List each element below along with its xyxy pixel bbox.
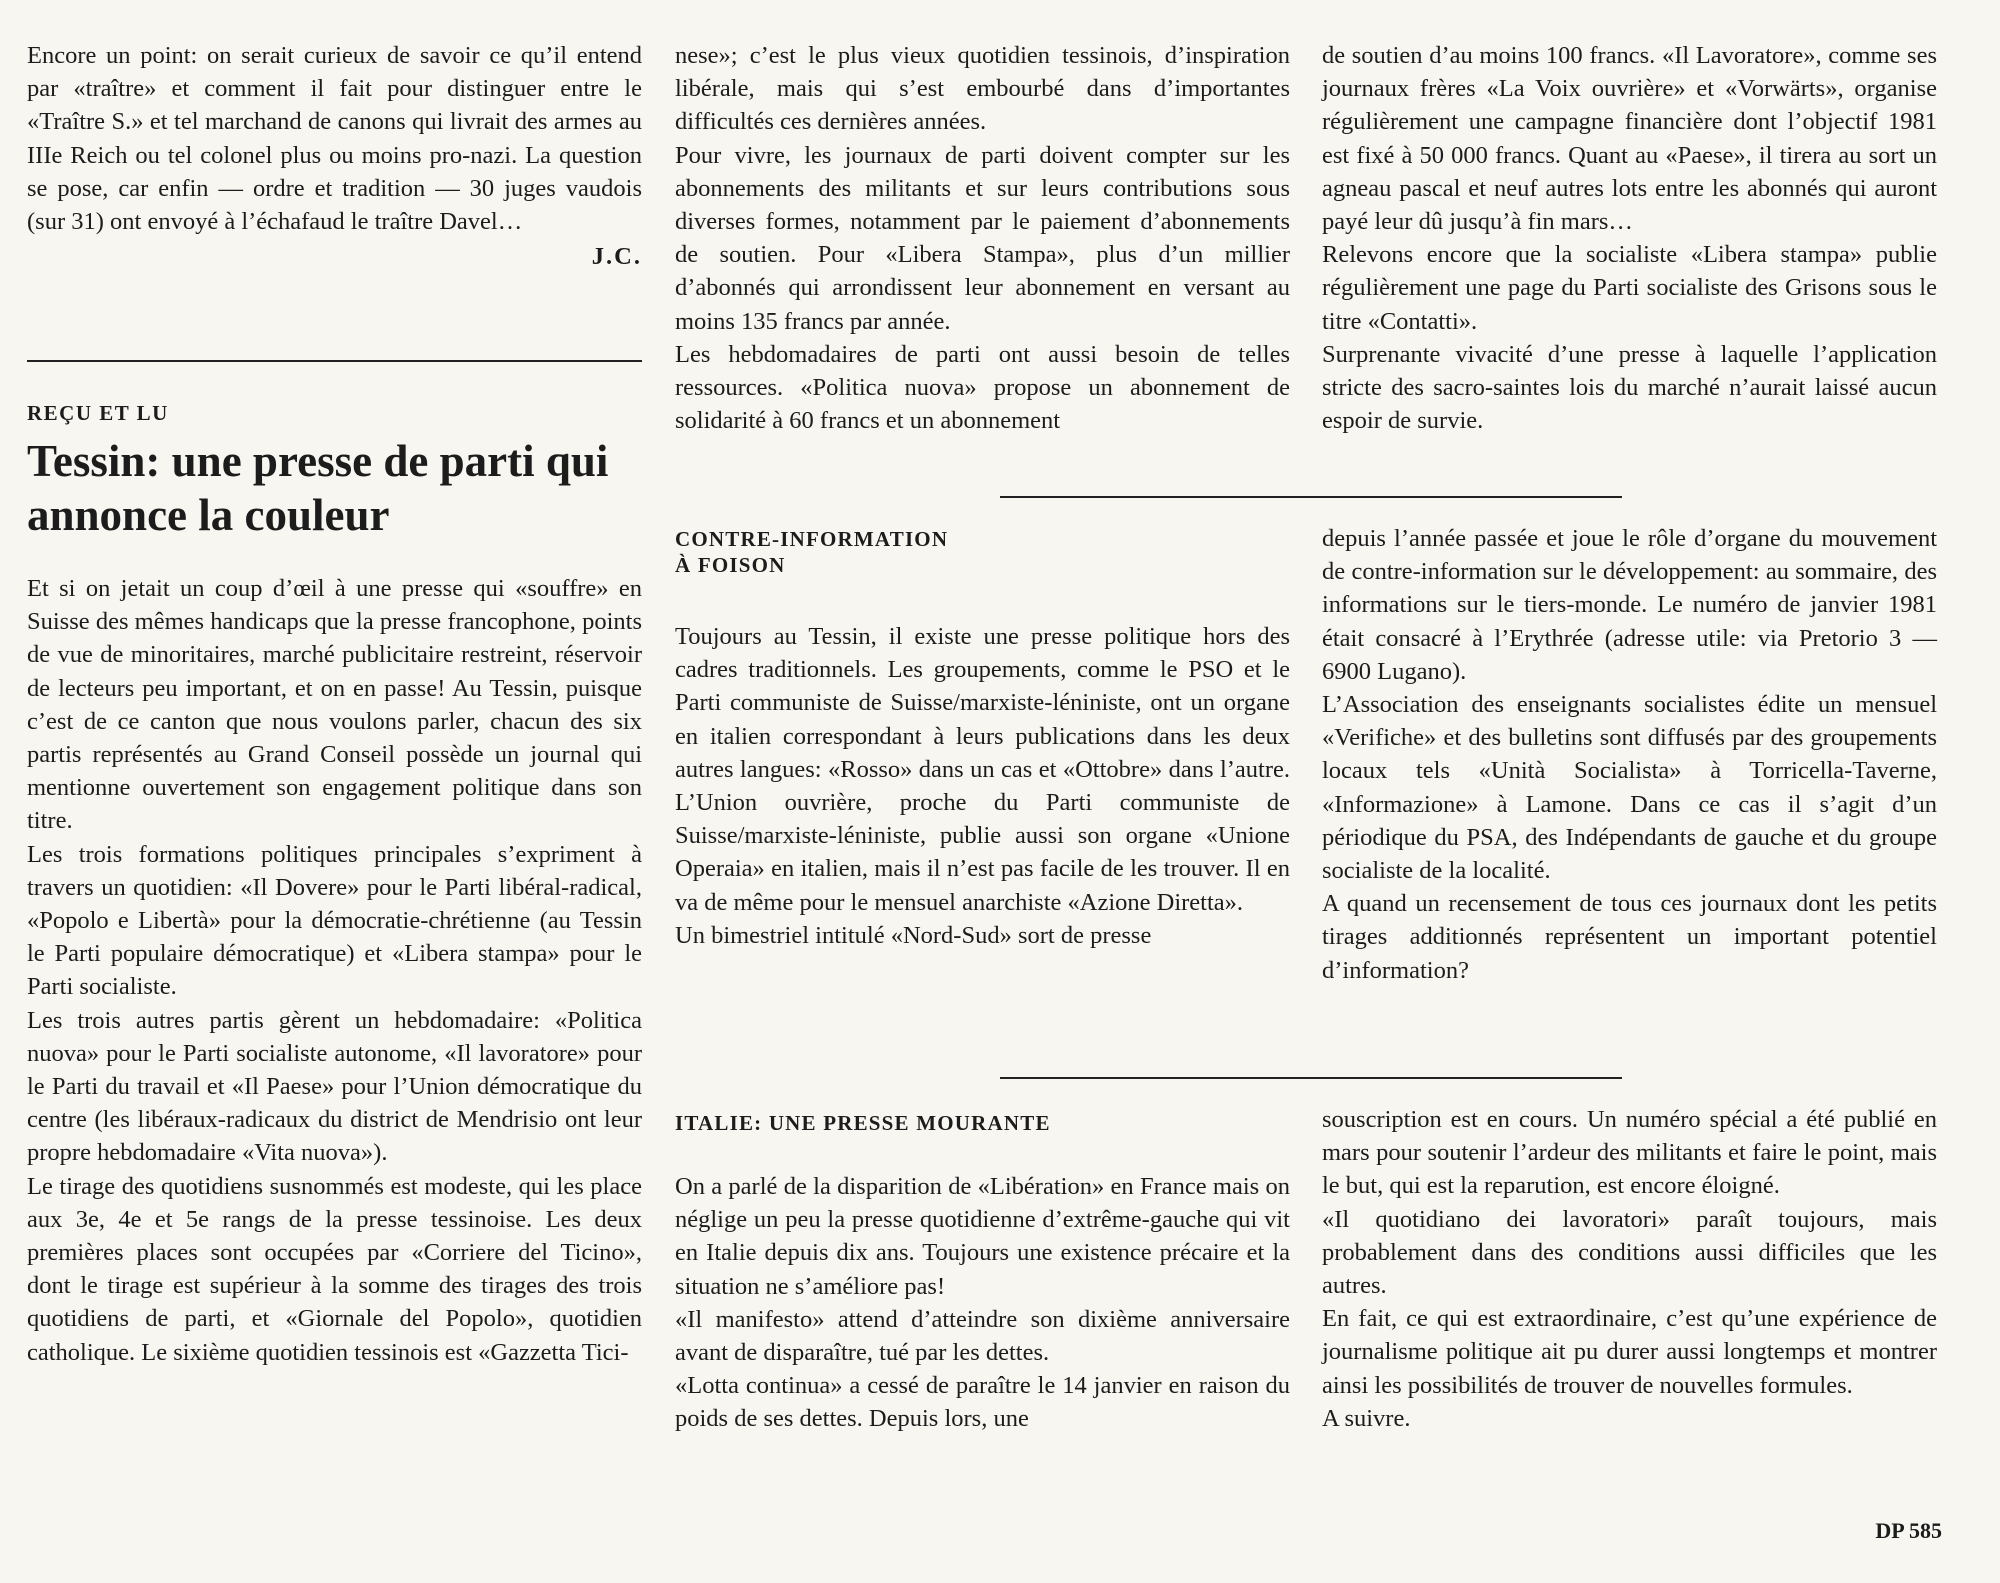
section-divider <box>27 360 642 362</box>
section-divider <box>1000 496 1622 498</box>
italie-paragraph: En fait, ce qui est extraordinaire, c’est qu’une expérience de journalisme politique ait pu durer aussi longtemps et montrer ainsi les possibilités de trouver de nouvelles formules. <box>1322 1305 1937 1399</box>
italie-paragraph: On a parlé de la disparition de «Libération» en France mais on néglige un peu la presse quotidienne d’extrême-gauche qui vit en Italie depuis dix ans. Toujours une existence précaire et la situation ne s’améliore pas! <box>675 1173 1290 1300</box>
contre-column-3 <box>1322 522 1937 987</box>
article-paragraph: Et si on jetait un coup d’œil à une presse qui «souffre» en Suisse des mêmes handicaps que la presse francophone, points de vue de minoritaires, marché publicitaire restreint, réservoir de lecteurs peu important, et on en passe! Au Tessin, puisque c’est de ce canton que nous voulons parler, chacun des six partis représentés au Grand Conseil possède un journal qui mentionne ouvertement son engagement politique dans son titre. <box>27 575 642 835</box>
article-title: Tessin: une presse de parti qui annonce la couleur <box>27 436 609 540</box>
contre-column-2 <box>675 620 1290 952</box>
article-paragraph: Les trois autres partis gèrent un hebdomadaire: «Politica nuova» pour le Parti socialiste autonome, «Il lavoratore» pour le Parti du travail et «Il Paese» pour l’Union démocratique du centre (les libéraux-radicaux du district de Mendrisio ont leur propre hebdomadaire «Vita nuova»). <box>27 1006 642 1167</box>
article-paragraph: Le tirage des quotidiens susnommés est modeste, qui les place aux 3e, 4e et 5e rangs de la presse tessinoise. Les deux premières places sont occupées par «Corriere del Ticino», dont le tirage est supérieur à la somme des tirages des trois quotidiens de parti, et «Giornale del Popolo», quotidien catholique. Le sixième quotidien tessinois est «Gazzetta Tici- <box>27 1172 642 1366</box>
contre-paragraph: Un bimestriel intitulé «Nord-Sud» sort de presse <box>675 921 1152 949</box>
contre-heading-line-1: CONTRE-INFORMATION <box>675 527 949 551</box>
article-column-3 <box>1322 39 1937 437</box>
article-paragraph: Les hebdomadaires de parti ont aussi besoin de telles ressources. «Politica nuova» propose un abonnement de solidarité à 60 francs et un abonnement <box>675 340 1290 435</box>
italie-paragraph: «Il quotidiano dei lavoratori» paraît toujours, mais probablement dans des conditions aussi difficiles que les autres. <box>1322 1205 1937 1300</box>
italie-paragraph: «Lotta continua» a cessé de paraître le 14 janvier en raison du poids de ses dettes. Depuis lors, une <box>675 1372 1290 1433</box>
article-kicker: REÇU ET LU <box>27 401 169 425</box>
article-column-1 <box>27 572 642 1369</box>
intro-signature: J.C. <box>591 243 642 271</box>
italie-paragraph: souscription est en cours. Un numéro spécial a été publié en mars pour soutenir l’ardeur des militants et faire le point, mais le but, qui est la reparution, est encore éloigné. <box>1322 1106 1937 1200</box>
article-paragraph: nese»; c’est le plus vieux quotidien tessinois, d’inspiration libérale, mais qui s’est embourbé dans d’importantes difficultés ces dernières années. <box>675 42 1290 136</box>
article-paragraph: Relevons encore que la socialiste «Libera stampa» publie régulièrement une page du Parti socialiste des Grisons sous le titre «Contatti». <box>1322 241 1937 335</box>
contre-paragraph: depuis l’année passée et joue le rôle d’organe du mouvement de contre-information sur le développement: au sommaire, des informations sur le tiers-monde. Le numéro de janvier 1981 était consacré à l’Erythrée (adresse utile: via Pretorio 3 — 6900 Lugano). <box>1322 525 1937 685</box>
article-paragraph: Pour vivre, les journaux de parti doivent compter sur les abonnements des militants et sur leurs contributions sous diverses formes, notamment par le paiement d’abonnements de soutien. Pour «Libera Stampa», plus d’un millier d’abonnés qui arrondissent leur abonnement en versant au moins 135 francs par année. <box>675 141 1290 335</box>
article-paragraph: de soutien d’au moins 100 francs. «Il Lavoratore», comme ses journaux frères «La Voix ouvrière» et «Vorwärts», organise régulièrement une campagne financière dont l’objectif 1981 est fixé à 50 000 francs. Quant au «Paese», il tirera au sort un agneau pascal et neuf autres lots entre les abonnés qui auront payé leur dû jusqu’à fin mars… <box>1322 42 1937 236</box>
article-paragraph: Les trois formations politiques principales s’expriment à travers un quotidien: «Il Dovere» pour le Parti libéral-radical, «Popolo e Libertà» pour la démocratie-chrétienne (au Tessin le Parti populaire démocratique) et «Libera stampa» pour le Parti socialiste. <box>27 840 642 1001</box>
contre-heading <box>675 526 948 578</box>
contre-heading-line-2: À FOISON <box>675 553 786 577</box>
italie-column-2 <box>675 1170 1290 1436</box>
italie-heading: ITALIE: UNE PRESSE MOURANTE <box>675 1111 1051 1135</box>
contre-paragraph: A quand un recensement de tous ces journaux dont les petits tirages additionnés représentent un important potentiel d’information? <box>1322 890 1937 984</box>
contre-paragraph: Toujours au Tessin, il existe une presse politique hors des cadres traditionnels. Les groupements, comme le PSO et le Parti communiste de Suisse/marxiste-léniniste, ont un organe en italien correspondant à leurs publications dans les deux autres langues: «Rosso» dans un cas et «Ottobre» dans l’autre. L’Union ouvrière, proche du Parti communiste de Suisse/marxiste-léniniste, publie aussi son organe «Unione Operaia» en italien, mais il n’est pas facile de les trouver. Il en va de même pour le mensuel anarchiste «Azione Diretta». <box>675 623 1290 916</box>
intro-paragraph: Encore un point: on serait curieux de savoir ce qu’il entend par «traître» et comment il fait pour distinguer entre le «Traître S.» et tel marchand de canons qui livrait des armes au IIIe Reich ou tel colonel plus ou moins pro-nazi. La question se pose, car enfin — ordre et tradition — 30 juges vaudois (sur 31) ont envoyé à l’échafaud le traître Davel… <box>27 42 642 236</box>
article-column-2 <box>675 39 1290 437</box>
italie-paragraph: A suivre. <box>1322 1404 1411 1432</box>
intro-column <box>27 39 642 273</box>
italie-column-3 <box>1322 1103 1937 1435</box>
article-paragraph: Surprenante vivacité d’une presse à laquelle l’application stricte des sacro-saintes lois du marché n’aurait laissé aucun espoir de survie. <box>1322 340 1937 435</box>
contre-paragraph: L’Association des enseignants socialistes édite un mensuel «Verifiche» et des bulletins sont diffusés par des groupements locaux tels «Unità Socialista» à Torricella-Taverne, «Informazione» à Lamone. Dans ce cas il s’agit d’un périodique du PSA, des Indépendants de gauche et du groupe socialiste de la localité. <box>1322 691 1937 885</box>
section-divider <box>1000 1077 1622 1079</box>
italie-paragraph: «Il manifesto» attend d’atteindre son dixième anniversaire avant de disparaître, tué par les dettes. <box>675 1305 1290 1367</box>
page-folio: DP 585 <box>1875 1518 1942 1543</box>
